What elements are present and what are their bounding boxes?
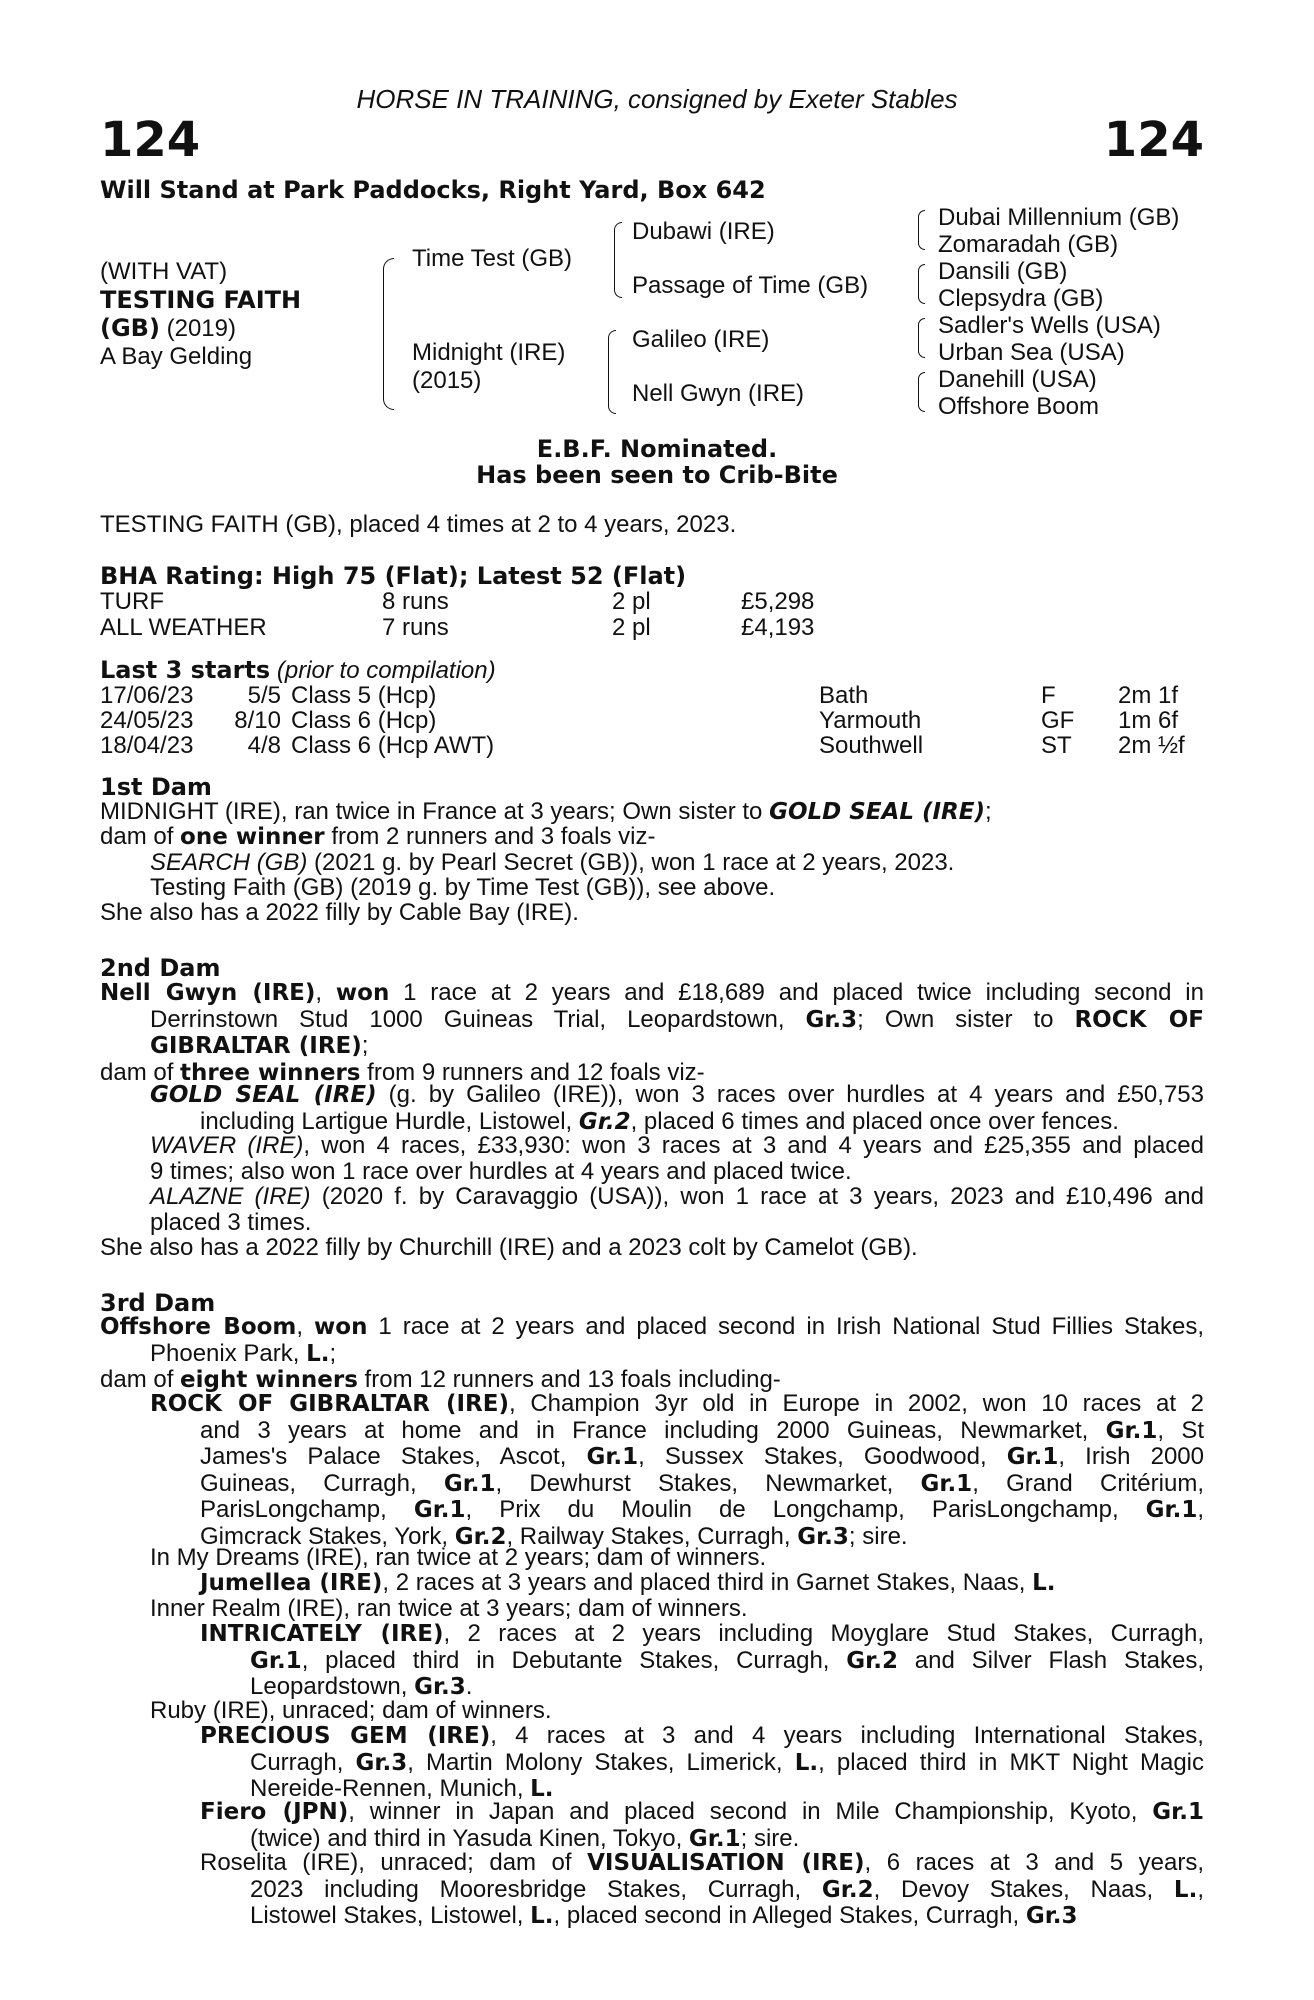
first-dam-line-2: dam of one winner from 2 runners and 3 foals viz- <box>100 823 656 850</box>
precious-gem-entry: PRECIOUS GEM (IRE), 4 races at 3 and 4 years including International Stakes, Curragh, Gr.3, Martin Molony Stakes, Limerick, L., placed third in MKT Night Magic Nereide-Rennen, Munich, L. <box>200 1722 1205 1803</box>
start-position: 8/10 <box>234 707 281 734</box>
pedigree-brace-g4-3 <box>918 318 925 358</box>
testing-faith-entry: Testing Faith (GB) (2019 g. by Time Test (GB)), see above. <box>150 874 776 901</box>
pedigree-brace-g4-2 <box>918 264 925 304</box>
intricately-entry: INTRICATELY (IRE), 2 races at 2 years including Moyglare Stud Stakes, Curragh, Gr.1, placed third in Debutante Stakes, Curragh, Gr.2 and Silver Flash Stakes, Leopardstown, Gr.3. <box>200 1620 1205 1701</box>
ebf-note: E.B.F. Nominated. <box>536 435 778 463</box>
start-date: 17/06/23 <box>100 682 194 709</box>
jumellea-entry: Jumellea (IRE), 2 races at 3 years and placed third in Garnet Stakes, Naas, L. <box>200 1569 1056 1596</box>
start-course: Bath <box>819 682 869 709</box>
start-class: Class 6 (Hcp) <box>291 707 437 734</box>
gold-seal-entry: GOLD SEAL (IRE) (g. by Galileo (IRE)), won 3 races over hurdles at 4 years and £50,753 including Lartigue Hurdle, Listowel, Gr.2, placed 6 times and placed once over fences. <box>150 1081 1204 1135</box>
horse-origin-line <box>100 314 301 343</box>
start-class: Class 5 (Hcp) <box>291 682 437 709</box>
start-distance: 2m ½f <box>1118 732 1185 759</box>
first-dam-also: She also has a 2022 filly by Cable Bay (IRE). <box>100 899 579 926</box>
pedigree-g4-7: Danehill (USA) <box>938 366 1097 393</box>
start-date: 24/05/23 <box>100 707 194 734</box>
inner-realm-entry: Inner Realm (IRE), ran twice at 3 years; dam of winners. <box>150 1595 748 1622</box>
start-going: ST <box>1041 732 1072 759</box>
horse-year: (2019) <box>166 315 236 342</box>
gold-seal-link: GOLD SEAL (IRE) <box>769 799 985 825</box>
pedigree-brace-sire <box>614 222 622 298</box>
pedigree-dam-year: (2015) <box>412 367 482 394</box>
horse-identity <box>100 258 301 371</box>
offshore-boom-paragraph: Offshore Boom, won 1 race at 2 years and placed second in Irish National Stud Fillies Stakes, Phoenix Park, L.; dam of eight winners from 12 runners and 13 foals including- <box>100 1313 1204 1394</box>
pedigree-brace-g4-4 <box>918 372 925 412</box>
waver-entry: WAVER (IRE), won 4 races, £33,930: won 3 races at 3 and 4 years and £25,355 and placed 9 times; also won 1 race over hurdles at 4 years and placed twice. <box>150 1132 1204 1185</box>
pedigree-g4-2: Zomaradah (GB) <box>938 231 1119 258</box>
start-going: GF <box>1041 707 1075 734</box>
pedigree-g4-6: Urban Sea (USA) <box>938 339 1125 366</box>
first-dam-heading: 1st Dam <box>100 773 212 801</box>
rock-of-gibraltar-entry: ROCK OF GIBRALTAR (IRE), Champion 3yr old in Europe in 2002, won 10 races at 2 and 3 years at home and in France including 2000 Guineas, Newmarket, Gr.1, St James's Palace Stakes, Ascot, Gr.1, Sussex Stakes, Goodwood, Gr.1, Irish 2000 Guineas, Curragh, Gr.1, Dewhurst Stakes, Newmarket, Gr.1, Grand Critérium, ParisLongchamp, Gr.1, Prix du Moulin de Longchamp, ParisLongchamp, Gr.1, Gimcrack Stakes, York, Gr.2, Railway Stakes, Curragh, Gr.3; sire. <box>150 1390 1205 1550</box>
start-class: Class 6 (Hcp AWT) <box>291 732 495 759</box>
pedigree-brace-dam <box>608 330 616 414</box>
pedigree-g4-8: Offshore Boom <box>938 393 1099 420</box>
pedigree-sire: Time Test (GB) <box>412 245 573 272</box>
bha-rating-heading: BHA Rating: High 75 (Flat); Latest 52 (Flat) <box>100 562 687 590</box>
lot-number-left: 124 <box>100 112 201 168</box>
pedigree-brace-g4-1 <box>918 210 925 250</box>
pedigree-g4-4: Clepsydra (GB) <box>938 285 1104 312</box>
second-dam-also: She also has a 2022 filly by Churchill (IRE) and a 2023 colt by Camelot (GB). <box>100 1234 918 1261</box>
consignment-header: HORSE IN TRAINING, consigned by Exeter Stables <box>356 84 958 114</box>
crib-bite-note: Has been seen to Crib-Bite <box>476 461 838 489</box>
pedigree-dam: Midnight (IRE) <box>412 339 566 366</box>
start-date: 18/04/23 <box>100 732 194 759</box>
rating-runs: 8 runs <box>382 588 449 615</box>
start-distance: 2m 1f <box>1118 682 1179 709</box>
race-summary: TESTING FAITH (GB), placed 4 times at 2 to 4 years, 2023. <box>100 511 737 538</box>
pedigree-dam-sire: Galileo (IRE) <box>632 326 770 353</box>
start-position: 4/8 <box>247 732 281 759</box>
roselita-entry: Roselita (IRE), unraced; dam of VISUALISATION (IRE), 6 races at 3 and 5 years, 2023 including Mooresbridge Stakes, Curragh, Gr.2, Devoy Stakes, Naas, L., Listowel Stakes, Listowel, L., placed second in Alleged Stakes, Curragh, Gr.3 <box>200 1849 1204 1930</box>
first-dam-line-1: MIDNIGHT (IRE), ran twice in France at 3 years; Own sister to GOLD SEAL (IRE); <box>100 798 992 825</box>
pedigree-g4-5: Sadler's Wells (USA) <box>938 312 1161 339</box>
stand-location: Will Stand at Park Paddocks, Right Yard, Box 642 <box>100 176 766 204</box>
horse-name: TESTING FAITH <box>100 286 302 314</box>
start-going: F <box>1041 682 1056 709</box>
second-dam-heading: 2nd Dam <box>100 954 221 982</box>
third-dam-heading: 3rd Dam <box>100 1289 216 1317</box>
rating-surface: TURF <box>100 588 164 615</box>
alazne-entry: ALAZNE (IRE) (2020 f. by Caravaggio (USA)), won 1 race at 3 years, 2023 and £10,496 and placed 3 times. <box>150 1183 1204 1236</box>
pedigree-g4-1: Dubai Millennium (GB) <box>938 204 1180 231</box>
in-my-dreams-entry: In My Dreams (IRE), ran twice at 2 years; dam of winners. <box>150 1544 767 1571</box>
pedigree-g4-3: Dansili (GB) <box>938 258 1068 285</box>
last-starts-heading <box>100 657 496 684</box>
lot-number-right: 124 <box>1103 112 1204 168</box>
pedigree-dam-dam: Nell Gwyn (IRE) <box>632 380 805 407</box>
start-course: Yarmouth <box>819 707 922 734</box>
horse-country: (GB) <box>100 314 160 342</box>
vat-status: (WITH VAT) <box>100 258 228 285</box>
last-starts-subtitle: (prior to compilation) <box>276 657 496 684</box>
pedigree-brace-main <box>383 258 394 410</box>
start-distance: 1m 6f <box>1118 707 1179 734</box>
ruby-entry: Ruby (IRE), unraced; dam of winners. <box>150 1697 552 1724</box>
rating-earnings: £4,193 <box>741 614 815 641</box>
start-position: 5/5 <box>247 682 281 709</box>
pedigree-sire-dam: Passage of Time (GB) <box>632 272 869 299</box>
nell-gwyn-paragraph: Nell Gwyn (IRE), won 1 race at 2 years and £18,689 and placed twice including second in Derrinstown Stud 1000 Guineas Trial, Leopardstown, Gr.3; Own sister to ROCK OF GIBRALTAR (IRE); dam of three winners from 9 runners and 12 foals viz- <box>100 979 1204 1086</box>
rating-runs: 7 runs <box>382 614 449 641</box>
last-starts-title: Last 3 starts <box>100 656 271 684</box>
search-entry: SEARCH (GB) (2021 g. by Pearl Secret (GB)), won 1 race at 2 years, 2023. <box>150 849 955 876</box>
fiero-entry: Fiero (JPN), winner in Japan and placed second in Mile Championship, Kyoto, Gr.1 (twice) and third in Yasuda Kinen, Tokyo, Gr.1; sire. <box>200 1798 1204 1852</box>
start-course: Southwell <box>819 732 924 759</box>
rating-earnings: £5,298 <box>741 588 815 615</box>
pedigree-sire-sire: Dubawi (IRE) <box>632 218 775 245</box>
rating-placed: 2 pl <box>612 614 651 641</box>
rating-placed: 2 pl <box>612 588 651 615</box>
rating-surface: ALL WEATHER <box>100 614 267 641</box>
horse-description: A Bay Gelding <box>100 343 253 370</box>
